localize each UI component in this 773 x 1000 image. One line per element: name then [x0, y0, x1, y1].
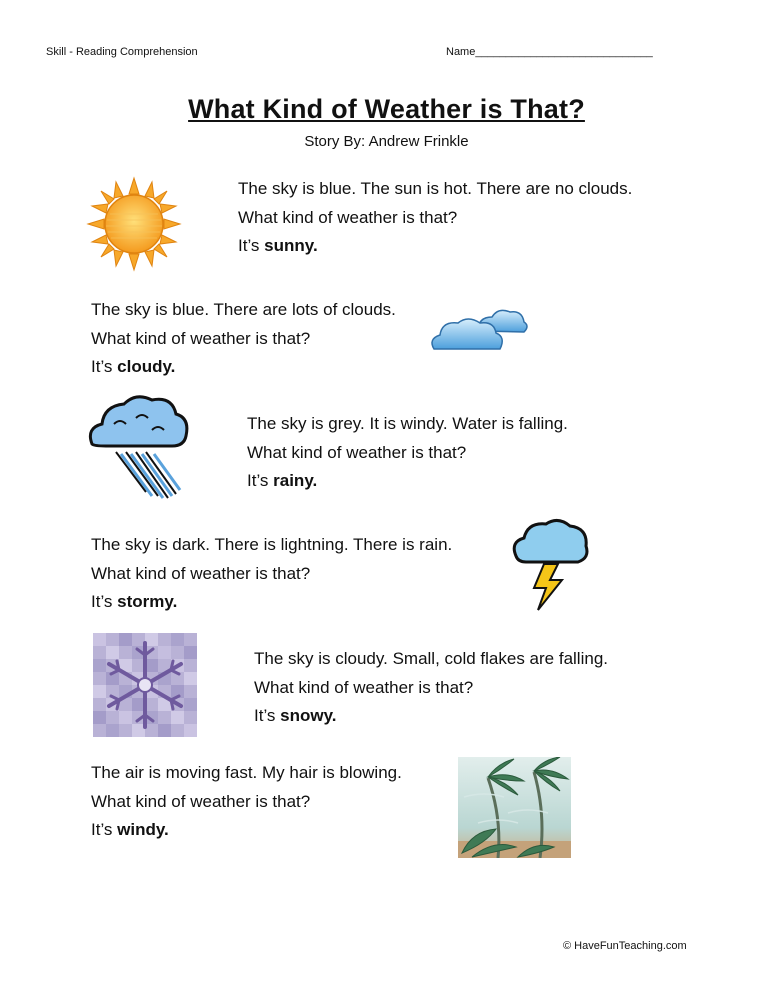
story-snowy: [254, 645, 608, 731]
answer-word: snowy.: [280, 706, 337, 725]
story-answer-line: [91, 353, 396, 382]
answer-word: windy.: [117, 820, 169, 839]
story-question: What kind of weather is that?: [238, 207, 458, 227]
story-question: What kind of weather is that?: [91, 791, 311, 811]
story-question: What kind of weather is that?: [247, 442, 467, 462]
story-question: What kind of weather is that?: [91, 328, 311, 348]
windy-palms-icon: [458, 757, 571, 858]
answer-prefix: It’s: [91, 592, 118, 611]
story-cloudy: [91, 296, 396, 382]
story-answer-line: [254, 702, 608, 731]
story-rainy: [247, 410, 568, 496]
clouds-icon: [430, 303, 530, 355]
snowflake-icon: [93, 633, 197, 737]
story-line: The sky is grey. It is windy. Water is falling.: [247, 414, 568, 433]
answer-prefix: It’s: [91, 820, 118, 839]
page-title: What Kind of Weather is That?: [188, 94, 585, 124]
story-stormy: [91, 531, 452, 617]
story-answer-line: [238, 232, 632, 261]
name-field-label: Name_____________________________: [446, 46, 653, 58]
story-answer-line: [247, 467, 568, 496]
storm-cloud-icon: [510, 518, 590, 614]
story-line: The sky is dark. There is lightning. There is rain.: [91, 535, 453, 554]
story-answer-line: [91, 588, 452, 617]
answer-word: cloudy.: [117, 357, 176, 376]
story-sunny: [238, 175, 632, 261]
answer-prefix: It’s: [91, 357, 118, 376]
story-line: The air is moving fast. My hair is blowing.: [91, 763, 402, 782]
answer-prefix: It’s: [254, 706, 281, 725]
story-answer-line: [91, 816, 402, 845]
story-line: The sky is cloudy. Small, cold flakes are falling.: [254, 649, 608, 668]
sun-icon: [86, 176, 182, 272]
story-question: What kind of weather is that?: [91, 563, 311, 583]
story-line: The sky is blue. There are lots of clouds.: [91, 300, 396, 319]
answer-prefix: It’s: [238, 236, 265, 255]
story-line: The sky is blue. The sun is hot. There are no clouds.: [238, 179, 633, 198]
answer-word: stormy.: [117, 592, 178, 611]
rain-cloud-icon: [86, 394, 190, 504]
story-question: What kind of weather is that?: [254, 677, 474, 697]
byline: Story By: Andrew Frinkle: [304, 133, 469, 150]
answer-word: rainy.: [273, 471, 318, 490]
story-windy: [91, 759, 402, 845]
answer-prefix: It’s: [247, 471, 274, 490]
skill-label: Skill - Reading Comprehension: [46, 46, 198, 58]
answer-word: sunny.: [264, 236, 318, 255]
copyright-footer: © HaveFunTeaching.com: [563, 940, 687, 952]
